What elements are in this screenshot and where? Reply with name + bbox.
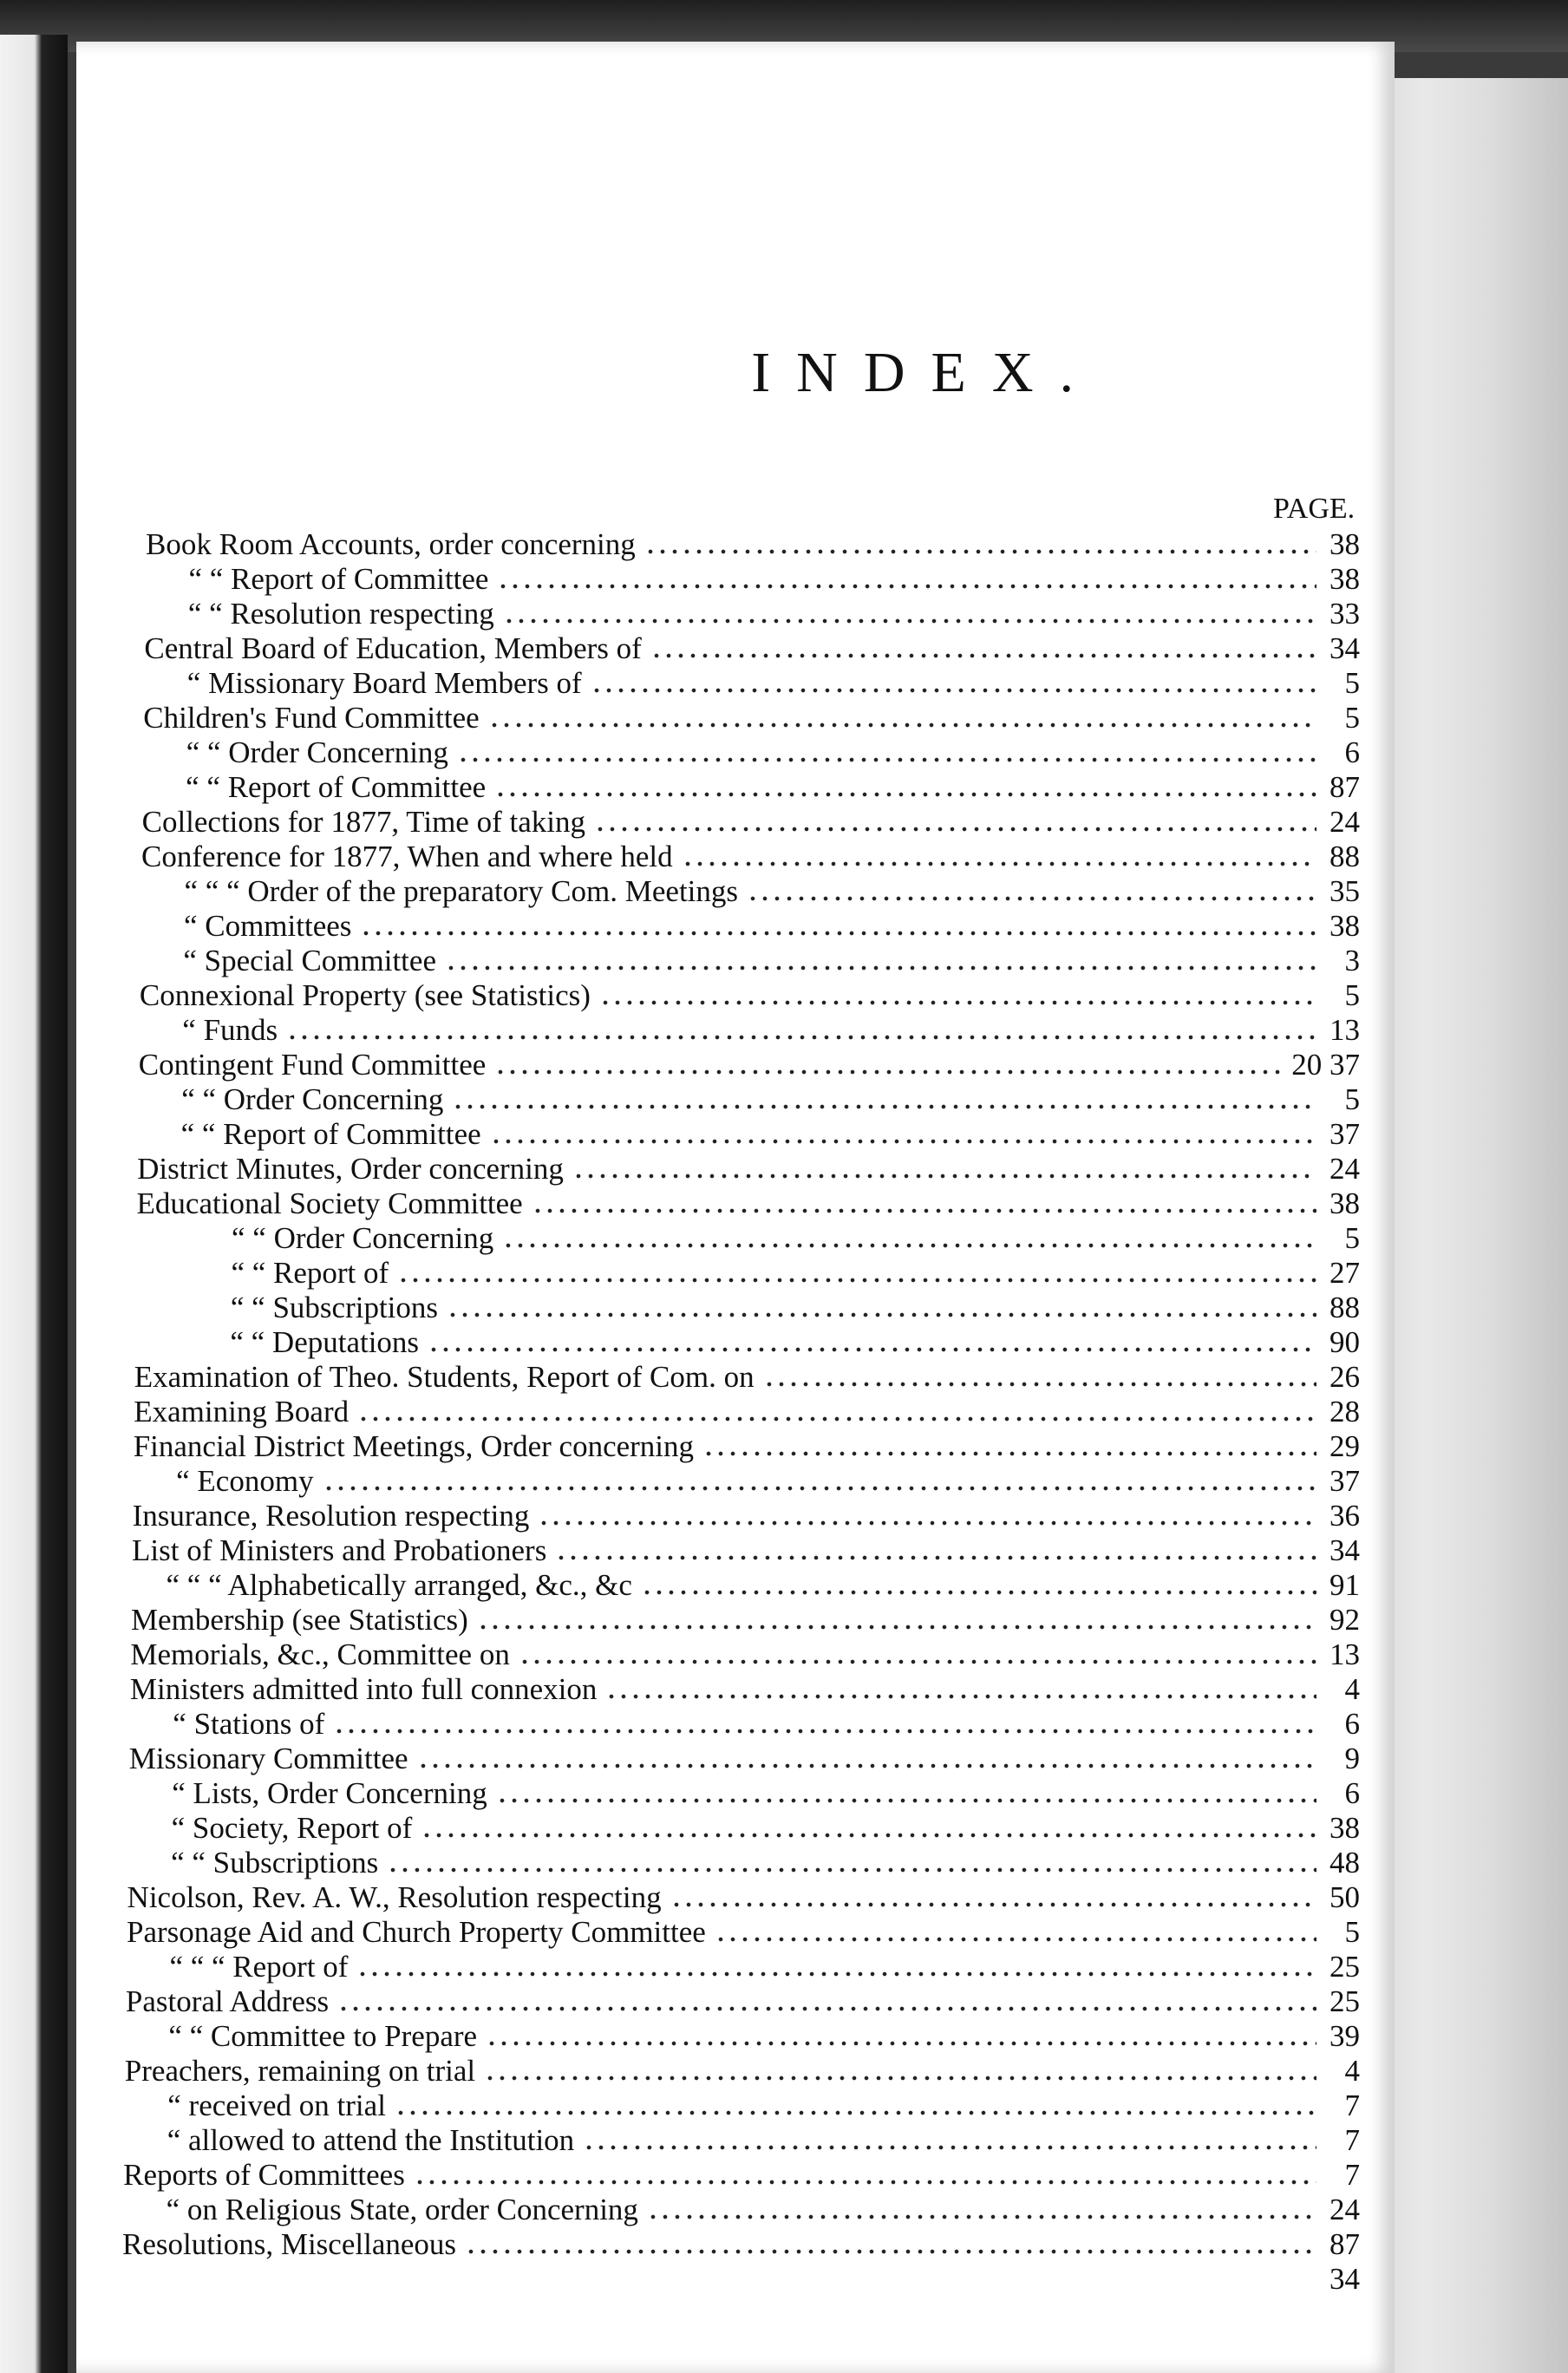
index-entry [76,1117,1377,1152]
index-entry [76,1395,1377,1429]
index-entry [76,840,1377,874]
index-entry-page: 29 [1330,1429,1360,1463]
index-entry [76,1082,1377,1117]
index-entry [76,978,1377,1013]
index-entry-page: 88 [1330,1291,1360,1324]
index-entry-text: Preachers, remaining on trial [124,2054,476,2088]
index-entry [76,1221,1377,1256]
index-entry-page: 34 [1330,2262,1360,2296]
index-entry-text: Central Board of Education, Members of [144,631,642,665]
index-entry-text: “ Committees [183,909,352,943]
index-entry-text: “ “ Report of Committee [188,562,489,596]
index-entry [76,1533,1377,1568]
dot-leader [650,653,1316,658]
index-entry [76,2019,1377,2054]
index-entry [76,1846,1377,1880]
index-entry-page: 6 [1344,735,1360,769]
index-entry [76,701,1377,735]
index-entry-page: 48 [1330,1846,1360,1879]
index-entry [76,1291,1377,1325]
index-entry-text: “ “ Report of [231,1256,389,1290]
index-entry-page: 87 [1330,2227,1360,2261]
index-entry-text: “ “ Order Concerning [181,1082,444,1116]
index-entry-text: Resolutions, Miscellaneous [122,2227,457,2261]
index-entry-page: 3 [1344,944,1360,977]
index-entry [76,1811,1377,1846]
dot-leader [519,1659,1316,1664]
dot-leader [357,1416,1316,1422]
index-entry-text: Reports of Committees [123,2158,405,2192]
dot-leader [538,1520,1316,1526]
index-entry-text: “ “ Subscriptions [230,1291,439,1324]
dot-leader [337,2006,1316,2011]
index-entry [76,1568,1377,1603]
dot-leader [599,1000,1316,1005]
page-title: INDEX. [751,341,1100,405]
index-entry [76,2054,1377,2089]
index-entry-text: Educational Society Committee [136,1186,523,1220]
index-entry-page: 33 [1330,597,1360,631]
index-entry-text: “ received on trial [167,2089,386,2122]
index-entry-text: “ “ Resolution respecting [187,597,494,631]
dot-leader [647,2214,1316,2219]
dot-leader [715,1937,1316,1942]
index-entry [76,1256,1377,1291]
index-entry-text: Book Room Accounts, order concerning [146,527,636,561]
index-entry [76,1707,1377,1742]
dot-leader [583,2145,1316,2150]
index-entry [76,1984,1377,2019]
index-entry-text: Membership (see Statistics) [130,1603,468,1637]
dot-leader [594,827,1316,832]
dot-leader [356,1971,1316,1977]
dot-leader [417,1763,1316,1768]
index-entry-text: “ “ Report of Committee [180,1117,481,1151]
dot-leader [484,2076,1316,2081]
index-entry-text: “ Lists, Order Concerning [172,1776,487,1810]
index-entry-text: Missionary Committee [128,1742,408,1775]
index-entry-page: 5 [1344,1082,1360,1116]
dot-leader [670,1902,1316,1907]
index-entry [76,1152,1377,1186]
index-entry [76,631,1377,666]
index-entry-text: “ “ Report of Committee [186,770,487,804]
index-entry [76,1603,1377,1638]
index-entry-page: 91 [1330,1568,1360,1602]
index-entry-page: 38 [1330,1186,1360,1220]
index-entry-page: 38 [1330,909,1360,943]
index-entry [76,1013,1377,1048]
index-entry-text: “ “ Subscriptions [171,1846,379,1879]
page-column-header: PAGE. [1273,493,1356,525]
index-entry-page: 9 [1344,1742,1360,1775]
index-entry-text: “ “ Committee to Prepare [168,2019,478,2053]
index-entry-page: 13 [1330,1013,1360,1047]
dot-leader [387,1867,1316,1873]
index-entry [76,2193,1377,2227]
index-entry-text: “ “ Order Concerning [232,1221,494,1255]
index-entry [76,735,1377,770]
index-entry-page: 87 [1330,770,1360,804]
index-entry [76,1915,1377,1950]
index-entry-text: “ “ “ Alphabetically arranged, &c., &c [166,1568,632,1602]
dot-leader [447,1312,1316,1317]
dot-leader [494,1069,1283,1075]
dot-leader [360,931,1316,936]
index-entry-page: 5 [1344,1915,1360,1949]
index-entry [76,1464,1377,1499]
index-entry-page: 25 [1330,1984,1360,2018]
dot-leader [414,2180,1316,2185]
index-entry [76,1950,1377,1984]
index-entry-page: 28 [1330,1395,1360,1428]
index-entry-text: “ Stations of [173,1707,325,1741]
index-entry-page: 37 [1330,1117,1360,1151]
index-entry-text: Examination of Theo. Students, Report of Com. on [134,1360,755,1394]
index-entry [76,770,1377,805]
index-entry-page: 38 [1330,527,1360,561]
index-entry-page: 5 [1344,1221,1360,1255]
dot-leader [497,584,1316,589]
index-entry [76,597,1377,631]
index-entry [76,1499,1377,1533]
dot-leader [502,1243,1316,1248]
index-entry [76,1672,1377,1707]
index-entry [76,1880,1377,1915]
dot-leader [591,688,1316,693]
index-entry [76,1429,1377,1464]
index-entry-text: Contingent Fund Committee [138,1048,487,1082]
index-entry-text: Children's Fund Committee [143,701,480,735]
index-entry [76,1360,1377,1395]
dot-leader [395,2110,1316,2115]
dot-leader [644,549,1316,554]
dot-leader [682,861,1316,866]
dot-leader [488,722,1316,728]
index-entry-text: “ Missionary Board Members of [186,666,582,700]
dot-leader [572,1173,1316,1179]
index-entry-text: Collections for 1877, Time of taking [141,805,585,839]
index-entry [76,909,1377,944]
index-entry-page: 36 [1330,1499,1360,1533]
index-entry-page: 50 [1330,1880,1360,1914]
dot-leader [286,1035,1316,1040]
index-entry-text: Memorials, &c., Committee on [130,1638,510,1671]
dot-leader [477,1624,1316,1630]
index-entry-page: 7 [1344,2089,1360,2122]
dot-leader [702,1451,1316,1456]
index-entry-text: Financial District Meetings, Order concerning [133,1429,695,1463]
index-entry [76,562,1377,597]
dot-leader [503,618,1316,624]
dot-leader [496,1798,1316,1803]
dot-leader [333,1729,1316,1734]
index-entry-page: 34 [1330,1533,1360,1567]
index-entry-page: 37 [1330,1464,1360,1498]
index-entry-text: Examining Board [134,1395,350,1428]
index-entry-page: 35 [1330,874,1360,908]
index-entry-page: 6 [1344,1707,1360,1741]
index-entry [76,1048,1377,1082]
index-entry [76,2123,1377,2158]
dot-leader [457,757,1316,762]
index-entry-text: “ allowed to attend the Institution [167,2123,575,2157]
index-entry [76,666,1377,701]
book-spine-edge [0,35,68,2373]
index-entry-page: 13 [1330,1638,1360,1671]
index-entry-page: 4 [1344,1672,1360,1706]
index-entry-text: “ “ Order Concerning [186,735,448,769]
index-entry-page: 4 [1344,2054,1360,2088]
index-entry [76,1186,1377,1221]
index-entry-text: “ “ Deputations [230,1325,420,1359]
index-entry-page: 39 [1330,2019,1360,2053]
dot-leader [763,1382,1316,1387]
index-entry [76,2227,1377,2262]
index-entry-page: 6 [1344,1776,1360,1810]
index-entry-page: 25 [1330,1950,1360,1984]
index-entry-text: “ Funds [182,1013,278,1047]
index-entry-text: Nicolson, Rev. A. W., Resolution respecting [127,1880,662,1914]
dot-leader [532,1208,1316,1213]
index-entry-text: “ Economy [176,1464,314,1498]
index-entry-text: Pastoral Address [125,1984,330,2018]
index-entry [76,527,1377,562]
index-entry [76,805,1377,840]
index-entry-text: “ on Religious State, order Concerning [166,2193,638,2226]
index-entry-page: 92 [1330,1603,1360,1637]
dot-leader [445,965,1316,971]
index-page [76,42,1395,2373]
index-entry-text: Connexional Property (see Statistics) [139,978,591,1012]
dot-leader [465,2249,1316,2254]
index-entry-page: 20 37 [1291,1048,1360,1082]
index-entry-page: 26 [1330,1360,1360,1394]
index-entry [76,874,1377,909]
index-entry-text: Parsonage Aid and Church Property Committee [127,1915,706,1949]
index-entry-page: 7 [1344,2123,1360,2157]
dot-leader [397,1278,1316,1283]
index-entry-text: District Minutes, Order concerning [137,1152,564,1186]
index-entry-text: “ “ “ Report of [169,1950,349,1984]
index-entry-page: 24 [1330,2193,1360,2226]
index-entry-text: “ Special Committee [183,944,436,977]
dot-leader [323,1486,1316,1491]
dot-leader [641,1590,1316,1595]
index-entry-page: 24 [1330,1152,1360,1186]
trailing-page-number [76,2262,1377,2297]
index-entry-page: 7 [1344,2158,1360,2192]
dot-leader [428,1347,1316,1352]
index-entry-text: “ “ “ Order of the preparatory Com. Meetings [184,874,739,908]
index-entry [76,1638,1377,1672]
dot-leader [452,1104,1316,1109]
index-entry-text: List of Ministers and Probationers [132,1533,547,1567]
dot-leader [555,1555,1316,1560]
index-entry [76,2089,1377,2123]
index-entry-page: 88 [1330,840,1360,873]
index-entry-page: 27 [1330,1256,1360,1290]
dot-leader [490,1139,1316,1144]
index-entry-page: 90 [1330,1325,1360,1359]
dot-leader [747,896,1316,901]
index-entry [76,1742,1377,1776]
index-entry-page: 34 [1330,631,1360,665]
index-entry-page: 5 [1344,701,1360,735]
index-entry-page: 5 [1344,666,1360,700]
dot-leader [486,2041,1316,2046]
index-entry-text: Insurance, Resolution respecting [132,1499,530,1533]
index-entry-page: 38 [1330,562,1360,596]
index-entry-page: 5 [1344,978,1360,1012]
index-entry [76,944,1377,978]
index-entry [76,2158,1377,2193]
dot-leader [605,1694,1316,1699]
index-entry [76,1776,1377,1811]
index-entry-page: 24 [1330,805,1360,839]
index-entries [76,527,1377,2297]
index-entry-text: Conference for 1877, When and where held [141,840,673,873]
index-entry-text: Ministers admitted into full connexion [129,1672,598,1706]
dot-leader [494,792,1316,797]
dot-leader [421,1833,1316,1838]
index-entry-page: 38 [1330,1811,1360,1845]
index-entry-text: “ Society, Report of [171,1811,413,1845]
index-entry [76,1325,1377,1360]
